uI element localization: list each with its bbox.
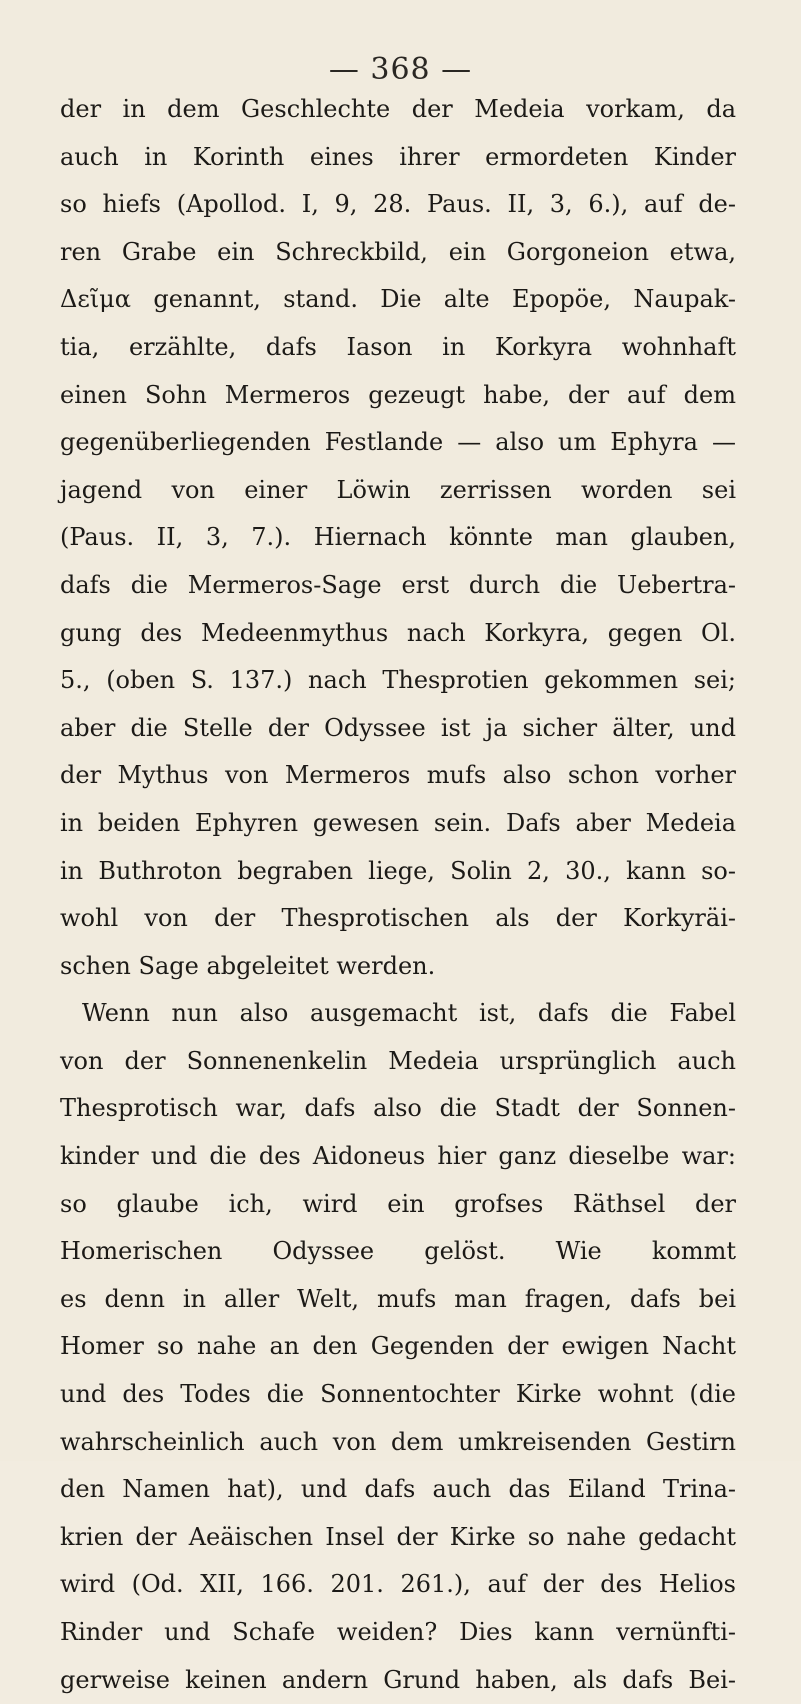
text-line: so glaube ich, wird ein grofses Räthsel der — [60, 1189, 736, 1218]
text-line: so hiefs (Apollod. I, 9, 28. Paus. II, 3, 6.), auf de- — [60, 190, 736, 219]
text-line: aber die Stelle der Odyssee ist ja sicher älter, und — [60, 713, 736, 742]
text-line: (Paus. II, 3, 7.). Hiernach könnte man glauben, — [60, 523, 736, 552]
text-line: den Namen hat), und dafs auch das Eiland Trina- — [60, 1475, 736, 1504]
text-line: der Mythus von Mermeros mufs also schon vorher — [60, 761, 736, 790]
text-line: 5., (oben S. 137.) nach Thesprotien gekommen sei; — [60, 666, 736, 695]
text-line: kinder und die des Aidoneus hier ganz dieselbe war: — [60, 1142, 736, 1171]
text-line: Homer so nahe an den Gegenden der ewigen Nacht — [60, 1332, 736, 1361]
text-line: wohl von der Thesprotischen als der Korkyräi- — [60, 904, 736, 933]
text-line: in beiden Ephyren gewesen sein. Dafs aber Medeia — [60, 808, 736, 837]
body-text — [60, 86, 736, 1704]
text-line: in Buthroton begraben liege, Solin 2, 30., kann so- — [60, 856, 736, 885]
text-line: und des Todes die Sonnentochter Kirke wohnt (die — [60, 1380, 736, 1409]
text-line: der in dem Geschlechte der Medeia vorkam, da — [60, 95, 736, 123]
text-line: wird (Od. XII, 166. 201. 261.), auf der des Helios — [60, 1570, 736, 1599]
text-line: ren Grabe ein Schreckbild, ein Gorgoneion etwa, — [60, 237, 736, 266]
text-line: auch in Korinth eines ihrer ermordeten Kinder — [60, 142, 736, 171]
text-line: gung des Medeenmythus nach Korkyra, gegen Ol. — [60, 618, 736, 647]
text-line: dafs die Mermeros-Sage erst durch die Uebertra- — [60, 570, 736, 599]
page-number: — 368 — — [328, 52, 473, 87]
text-line: gerweise keinen andern Grund haben, als dafs Bei- — [60, 1665, 736, 1694]
text-line: wahrscheinlich auch von dem umkreisenden Gestirn — [60, 1427, 736, 1456]
text-line: es denn in aller Welt, mufs man fragen, dafs bei — [60, 1284, 736, 1313]
text-line: Homerischen Odyssee gelöst. Wie kommt — [60, 1237, 736, 1266]
text-line: Rinder und Schafe weiden? Dies kann vernünfti- — [60, 1618, 736, 1646]
text-line: einen Sohn Mermeros gezeugt habe, der auf dem — [60, 380, 736, 409]
text-line: schen Sage abgeleitet werden. — [60, 951, 436, 980]
text-line: krien der Aeäischen Insel der Kirke so nahe gedacht — [60, 1522, 736, 1551]
text-line: tia, erzählte, dafs Iason in Korkyra wohnhaft — [60, 332, 736, 361]
text-line: jagend von einer Löwin zerrissen worden sei — [60, 475, 736, 504]
text-line: von der Sonnenenkelin Medeia ursprünglich auch — [60, 1046, 736, 1075]
text-line: Thesprotisch war, dafs also die Stadt der Sonnen- — [60, 1094, 736, 1123]
text-line: Wenn nun also ausgemacht ist, dafs die Fabel — [82, 999, 736, 1028]
text-line: gegenüberliegenden Festlande — also um Ephyra — — [60, 428, 736, 457]
text-line: Δεῖμα genannt, stand. Die alte Epopöe, Naupak- — [60, 285, 736, 314]
